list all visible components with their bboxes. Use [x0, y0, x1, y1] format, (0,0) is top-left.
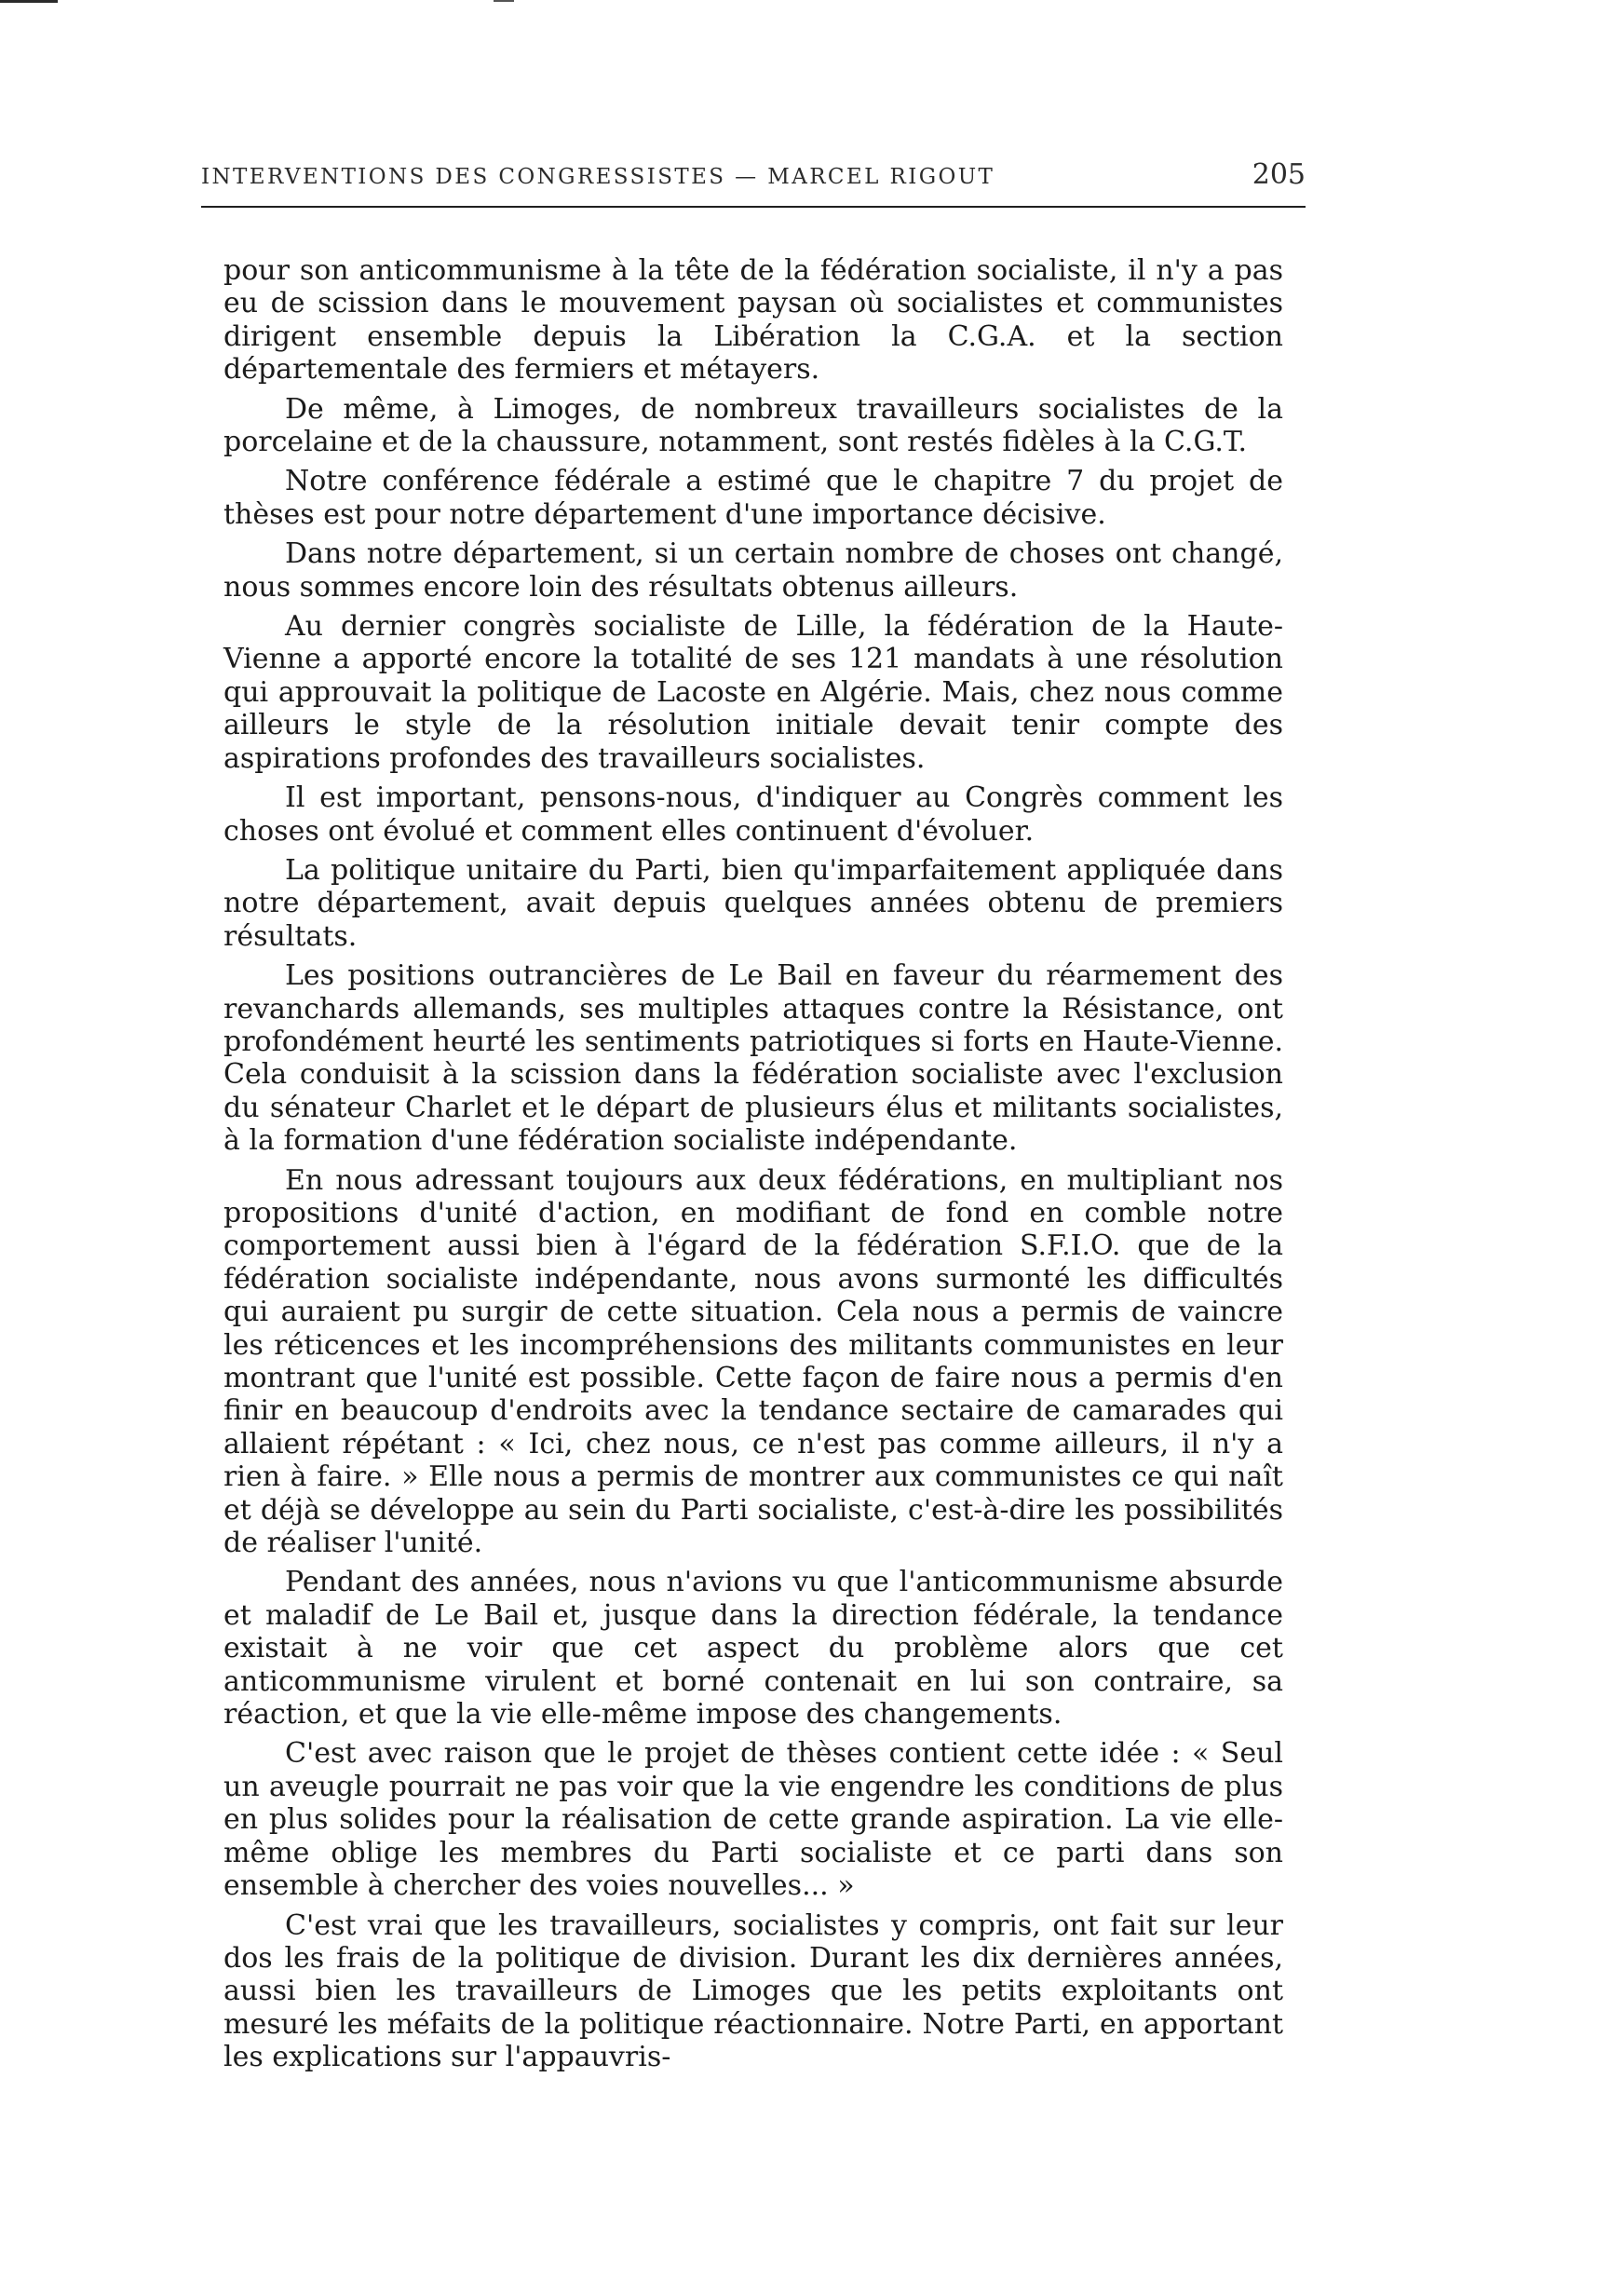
paragraph: De même, à Limoges, de nombreux travailleurs socialistes de la porcelaine et de la chaussure, notamment, sont restés fidèles à la C.G.T. — [223, 392, 1283, 459]
running-title: INTERVENTIONS DES CONGRESSISTES — MARCEL RIGOUT — [201, 165, 995, 189]
running-header — [201, 158, 1306, 208]
paragraph: Dans notre département, si un certain nombre de choses ont changé, nous sommes encore loin des résultats obtenus ailleurs. — [223, 537, 1283, 604]
paragraph: Notre conférence fédérale a estimé que le chapitre 7 du projet de thèses est pour notre département d'une importance décisive. — [223, 465, 1283, 531]
scan-speck — [0, 0, 58, 3]
paragraph: La politique unitaire du Parti, bien qu'imparfaitement appliquée dans notre département, avait depuis quelques années obtenu de premiers résultats. — [223, 853, 1283, 953]
paragraph: Pendant des années, nous n'avions vu que l'anticommunisme absurde et maladif de Le Bail et, jusque dans la direction fédérale, la tendance existait à ne voir que cet aspect du problème alors que cet anticommunisme virulent et borné contenait en lui son contraire, sa réaction, et que la vie elle-même impose des changements. — [223, 1566, 1283, 1731]
paragraph: En nous adressant toujours aux deux fédérations, en multipliant nos propositions d'unité d'action, en modifiant de fond en comble notre comportement aussi bien à l'égard de la fédération S.F.I.O. que de la fédération socialiste indépendante, nous avons surmonté les difficultés qui auraient pu surgir de cette situation. Cela nous a permis de vaincre les réticences et les incompréhensions des militants communistes en leur montrant que l'unité est possible. Cette façon de faire nous a permis d'en finir en beaucoup d'endroits avec la tendance sectaire de camarades qui allaient répétant : « Ici, chez nous, ce n'est pas comme ailleurs, il n'y a rien à faire. » Elle nous a permis de montrer aux communistes ce qui naît et déjà se développe au sein du Parti socialiste, c'est-à-dire les possibilités de réaliser l'unité. — [223, 1163, 1283, 1560]
body-text — [201, 254, 1306, 2074]
paragraph: Au dernier congrès socialiste de Lille, la fédération de la Haute-Vienne a apporté encore la totalité de ses 121 mandats à une résolution qui approuvait la politique de Lacoste en Algérie. Mais, chez nous comme ailleurs le style de la résolution initiale devait tenir compte des aspirations profondes des travailleurs socialistes. — [223, 610, 1283, 775]
paragraph: C'est vrai que les travailleurs, socialistes y compris, ont fait sur leur dos les frais de la politique de division. Durant les dix dernières années, aussi bien les travailleurs de Limoges que les petits exploitants ont mesuré les méfaits de la politique réactionnaire. Notre Parti, en apportant les explications sur l'appauvris- — [223, 1908, 1283, 2074]
book-page — [201, 158, 1306, 2081]
paragraph: Il est important, pensons-nous, d'indiquer au Congrès comment les choses ont évolué et comment elles continuent d'évoluer. — [223, 781, 1283, 848]
page-number: 205 — [1252, 158, 1306, 191]
paragraph: Les positions outrancières de Le Bail en faveur du réarmement des revanchards allemands, ses multiples attaques contre la Résistance, ont profondément heurté les sentiments patriotiques si forts en Haute-Vienne. Cela conduisit à la scission dans la fédération socialiste avec l'exclusion du sénateur Charlet et le départ de plusieurs élus et militants socialistes, à la formation d'une fédération socialiste indépendante. — [223, 959, 1283, 1158]
paragraph: pour son anticommunisme à la tête de la fédération socialiste, il n'y a pas eu de scission dans le mouvement paysan où socialistes et communistes dirigent ensemble depuis la Libération la C.G.A. et la section départementale des fermiers et métayers. — [223, 254, 1283, 387]
scan-speck — [494, 0, 514, 2]
paragraph: C'est avec raison que le projet de thèses contient cette idée : « Seul un aveugle pourrait ne pas voir que la vie engendre les conditions de plus en plus solides pour la réalisation de cette grande aspiration. La vie elle-même oblige les membres du Parti socialiste et ce parti dans son ensemble à chercher des voies nouvelles... » — [223, 1737, 1283, 1903]
